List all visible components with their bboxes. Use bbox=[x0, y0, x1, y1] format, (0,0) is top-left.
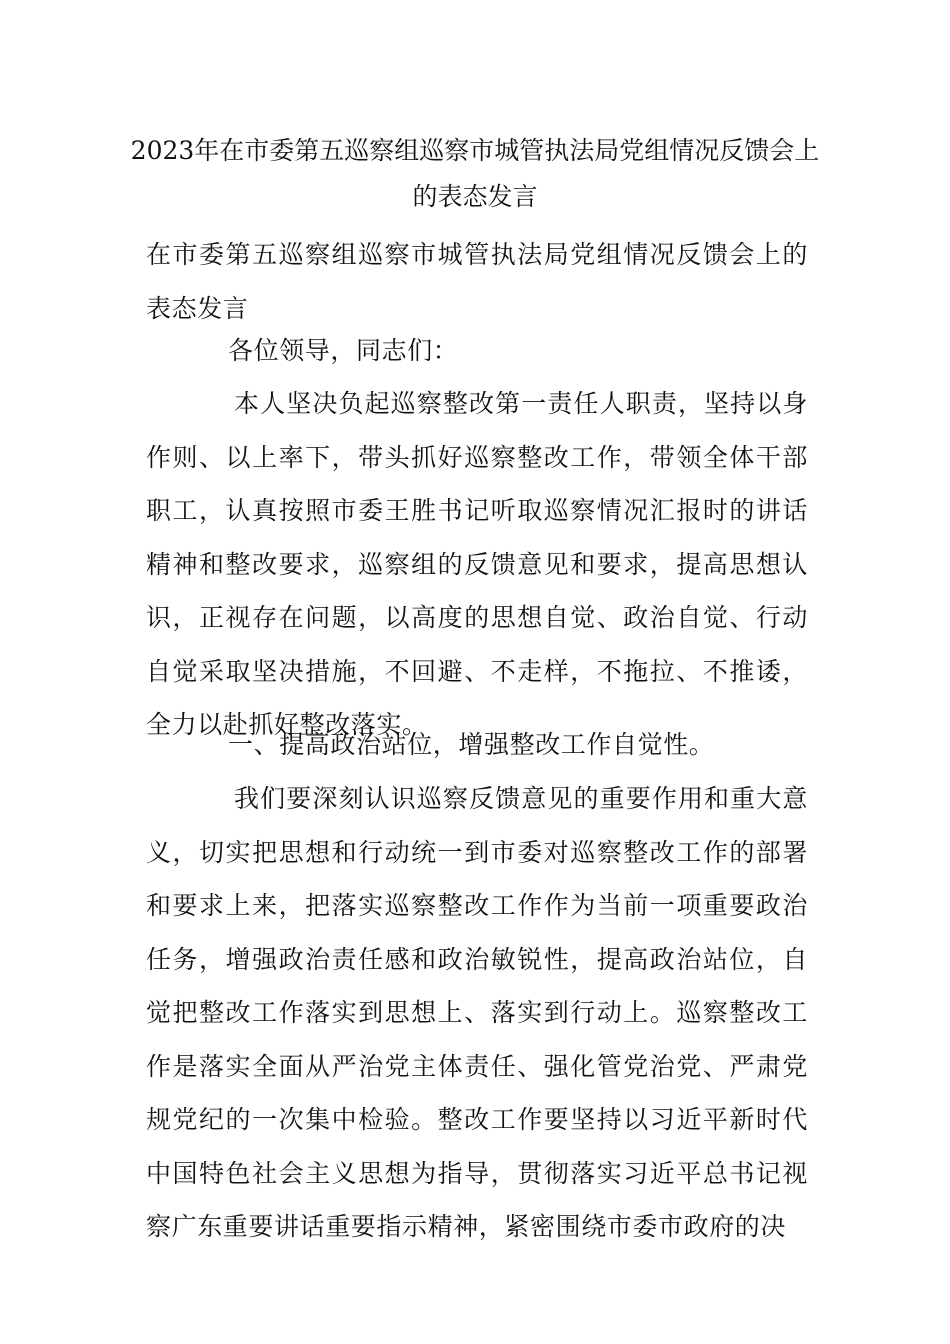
section-heading-1: 一、提高政治站位，增强整改工作自觉性。 bbox=[228, 730, 715, 759]
document-title: 2023年在市委第五巡察组巡察市城管执法局党组情况反馈会上的表态发言 bbox=[130, 136, 820, 211]
paragraph-commitment: 本人坚决负起巡察整改第一责任人职责，坚持以身作则、以上率下，带头抓好巡察整改工作，带领全体干部职工，认真按照市委王胜书记听取巡察情况汇报时的讲话精神和整改要求，巡察组的反馈意见和要求，提高思想认识，正视存在问题，以高度的思想自觉、政治自觉、行动自觉采取坚决措施，不回避、不走样，不拖拉、不推诿，全力以赴抓好整改落实。 bbox=[146, 389, 808, 739]
greeting: 各位领导，同志们： bbox=[228, 336, 459, 365]
document-subtitle: 在市委第五巡察组巡察市城管执法局党组情况反馈会上的表态发言 bbox=[146, 240, 808, 323]
paragraph-political-stance: 我们要深刻认识巡察反馈意见的重要作用和重大意义，切实把思想和行动统一到市委对巡察整改工作的部署和要求上来，把落实巡察整改工作作为当前一项重要政治任务，增强政治责任感和政治敏锐性，提高政治站位，自觉把整改工作落实到思想上、落实到行动上。巡察整改工作是落实全面从严治党主体责任、强化管党治党、严肃党规党纪的一次集中检验。整改工作要坚持以习近平新时代中国特色社会主义思想为指导，贯彻落实习近平总书记视察广东重要讲话重要指示精神，紧密围绕市委市政府的决 bbox=[146, 784, 808, 1241]
